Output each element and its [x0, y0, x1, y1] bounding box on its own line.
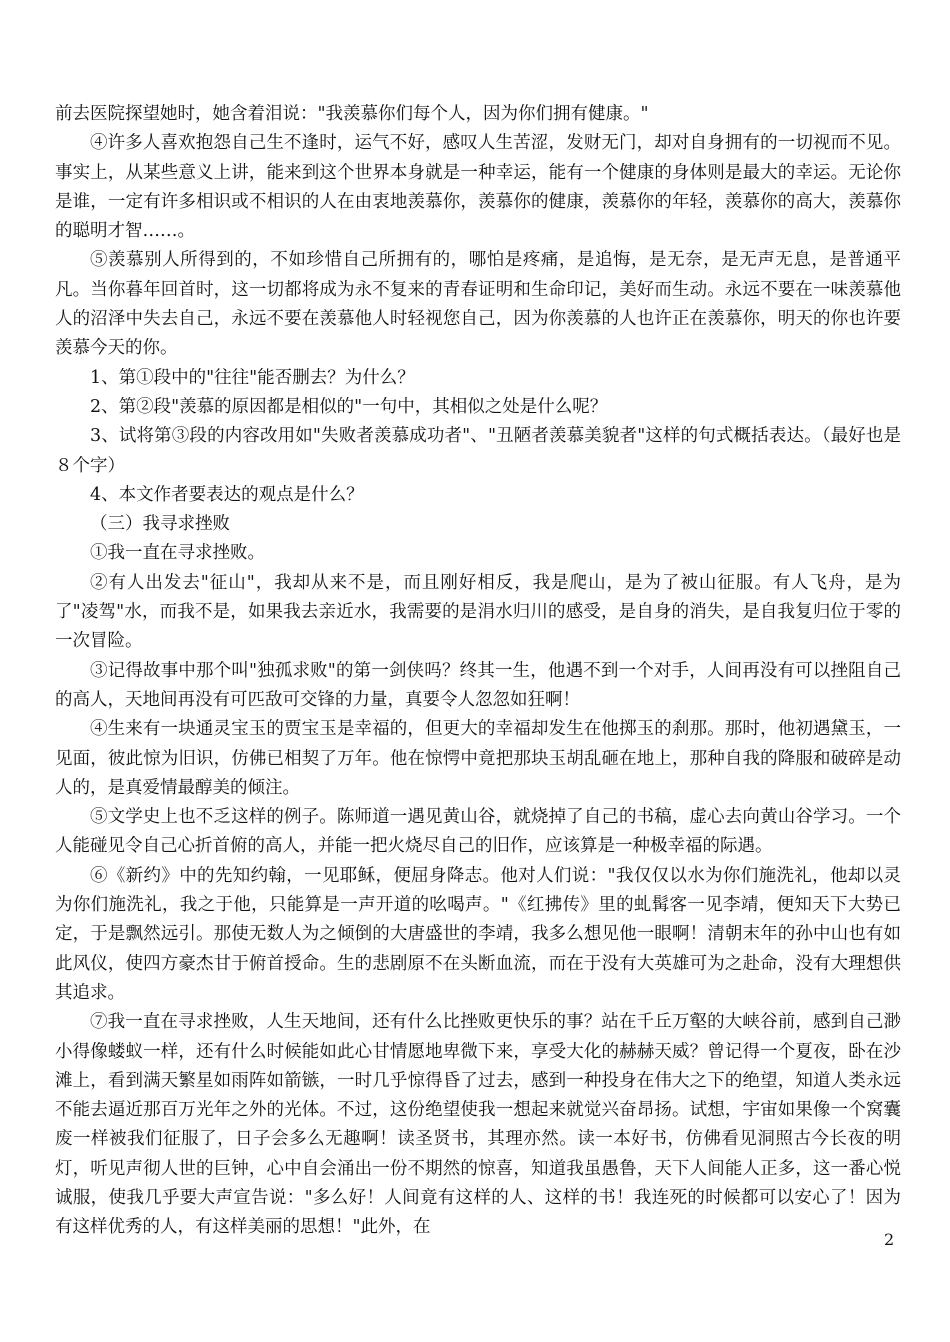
paragraph-14: ⑥《新约》中的先知约翰，一见耶稣，便屈身降志。他对人们说："我仅仅以水为你们施洗礼，他却以灵为你们施洗礼，我之于他，只能算是一声开道的吆喝声。"《红拂传》里的虬髯客一见李靖，便知天下大势已定，于是飘然远引。那使无数人为之倾倒的大唐盛世的李靖，我多么想见他一眼啊！清朝末年的孙中山也有如此风仪，使四方豪杰甘于俯首授命。生的悲剧原不在头断血流，而在于没有大英雄可为之赴命，没有大理想供其追求。: [55, 865, 901, 1003]
paragraph-11: ③记得故事中那个叫"独孤求败"的第一剑侠吗？终其一生，他遇不到一个对手，人间再没有可以挫阻自己的高人，天地间再没有可匹敌可交锋的力量，真要令人忽忽如狂啊！: [55, 660, 901, 710]
paragraph-10: ②有人出发去"征山"，我却从来不是，而且刚好相反，我是爬山，是为了被山征服。有人飞舟，是为了"凌驾"水，而我不是，如果我去亲近水，我需要的是涓水归川的感受，是自身的消失，是自我复归位于零的一次冒险。: [55, 572, 901, 652]
question-3: 3、试将第③段的内容改用如"失败者羡慕成功者"、"丑陋者羡慕美貌者"这样的句式概括表达。（最好也是８个字）: [55, 426, 901, 476]
paragraph-9: ①我一直在寻求挫败。: [90, 543, 265, 564]
question-2: 2、第②段"羡慕的原因都是相似的"一句中，其相似之处是什么呢？: [90, 396, 608, 417]
paragraph-15: ⑦我一直在寻求挫败，人生天地间，还有什么比挫败更快乐的事？站在千丘万壑的大峡谷前，感到自己渺小得像蝼蚁一样，还有什么时候能如此心甘情愿地卑微下来，享受大化的赫赫天威？曾记得一个夏夜，卧在沙滩上，看到满天繁星如雨阵如箭镞，一时几乎惊得昏了过去，感到一种投身在伟大之下的绝望，知道人类永远不能去逼近那百万光年之外的光体。不过，这份绝望使我一想起来就觉兴奋昂扬。试想，宇宙如果像一个窝囊废一样被我们征服了，日子会多么无趣啊！读圣贤书，其理亦然。读一本好书，仿佛看见洞照古今长夜的明灯，听见声彻人世的巨钟，心中自会涌出一份不期然的惊喜，知道我虽愚鲁，天下人间能人正多，这一番心悦诚服，使我几乎要大声宣告说："多么好！人间竟有这样的人、这样的书！我连死的时候都可以安心了！因为有这样优秀的人，有这样美丽的思想！"此外，在: [55, 1012, 901, 1238]
paragraph-1: 前去医院探望她时，她含着泪说："我羡慕你们每个人，因为你们拥有健康。": [55, 104, 649, 124]
document-body: [55, 100, 901, 1243]
question-1: 1、第①段中的"往往"能否删去？为什么？: [90, 367, 415, 388]
question-4: 4、本文作者要表达的观点是什么？: [90, 484, 364, 505]
page-number: 2: [884, 1230, 895, 1249]
section-heading: （三）我寻求挫败: [90, 514, 230, 535]
paragraph-2: ④许多人喜欢抱怨自己生不逢时，运气不好，感叹人生苦涩，发财无门，却对自身拥有的一切视而不见。事实上，从某些意义上讲，能来到这个世界本身就是一种幸运，能有一个健康的身体则是最大的幸运。无论你是谁，一定有许多相识或不相识的人在由衷地羡慕你，羡慕你的健康，羡慕你的年轻，羡慕你的高大，羡慕你的聪明才智……。: [55, 133, 901, 242]
paragraph-3: ⑤羡慕别人所得到的，不如珍惜自己所拥有的，哪怕是疼痛，是追悔，是无奈，是无声无息，是普通平凡。当你暮年回首时，这一切都将成为永不复来的青春证明和生命印记，美好而生动。永远不要在一味羡慕他人的沼泽中失去自己，永远不要在羡慕他人时轻视您自己，因为你羡慕的人也许正在羡慕你，明天的你也许要羡慕今天的你。: [55, 250, 901, 359]
paragraph-13: ⑤文学史上也不乏这样的例子。陈师道一遇见黄山谷，就烧掉了自己的书稿，虚心去向黄山谷学习。一个人能碰见令自己心折首俯的高人，并能一把火烧尽自己的旧作，应该算是一种极幸福的际遇。: [55, 807, 901, 857]
paragraph-12: ④生来有一块通灵宝玉的贾宝玉是幸福的，但更大的幸福却发生在他掷玉的刹那。那时，他初遇黛玉，一见面，彼此惊为旧识，仿佛已相契了万年。他在惊愕中竟把那块玉胡乱砸在地上，那种自我的降服和破碎是动人的，是真爱情最醇美的倾注。: [55, 719, 901, 798]
